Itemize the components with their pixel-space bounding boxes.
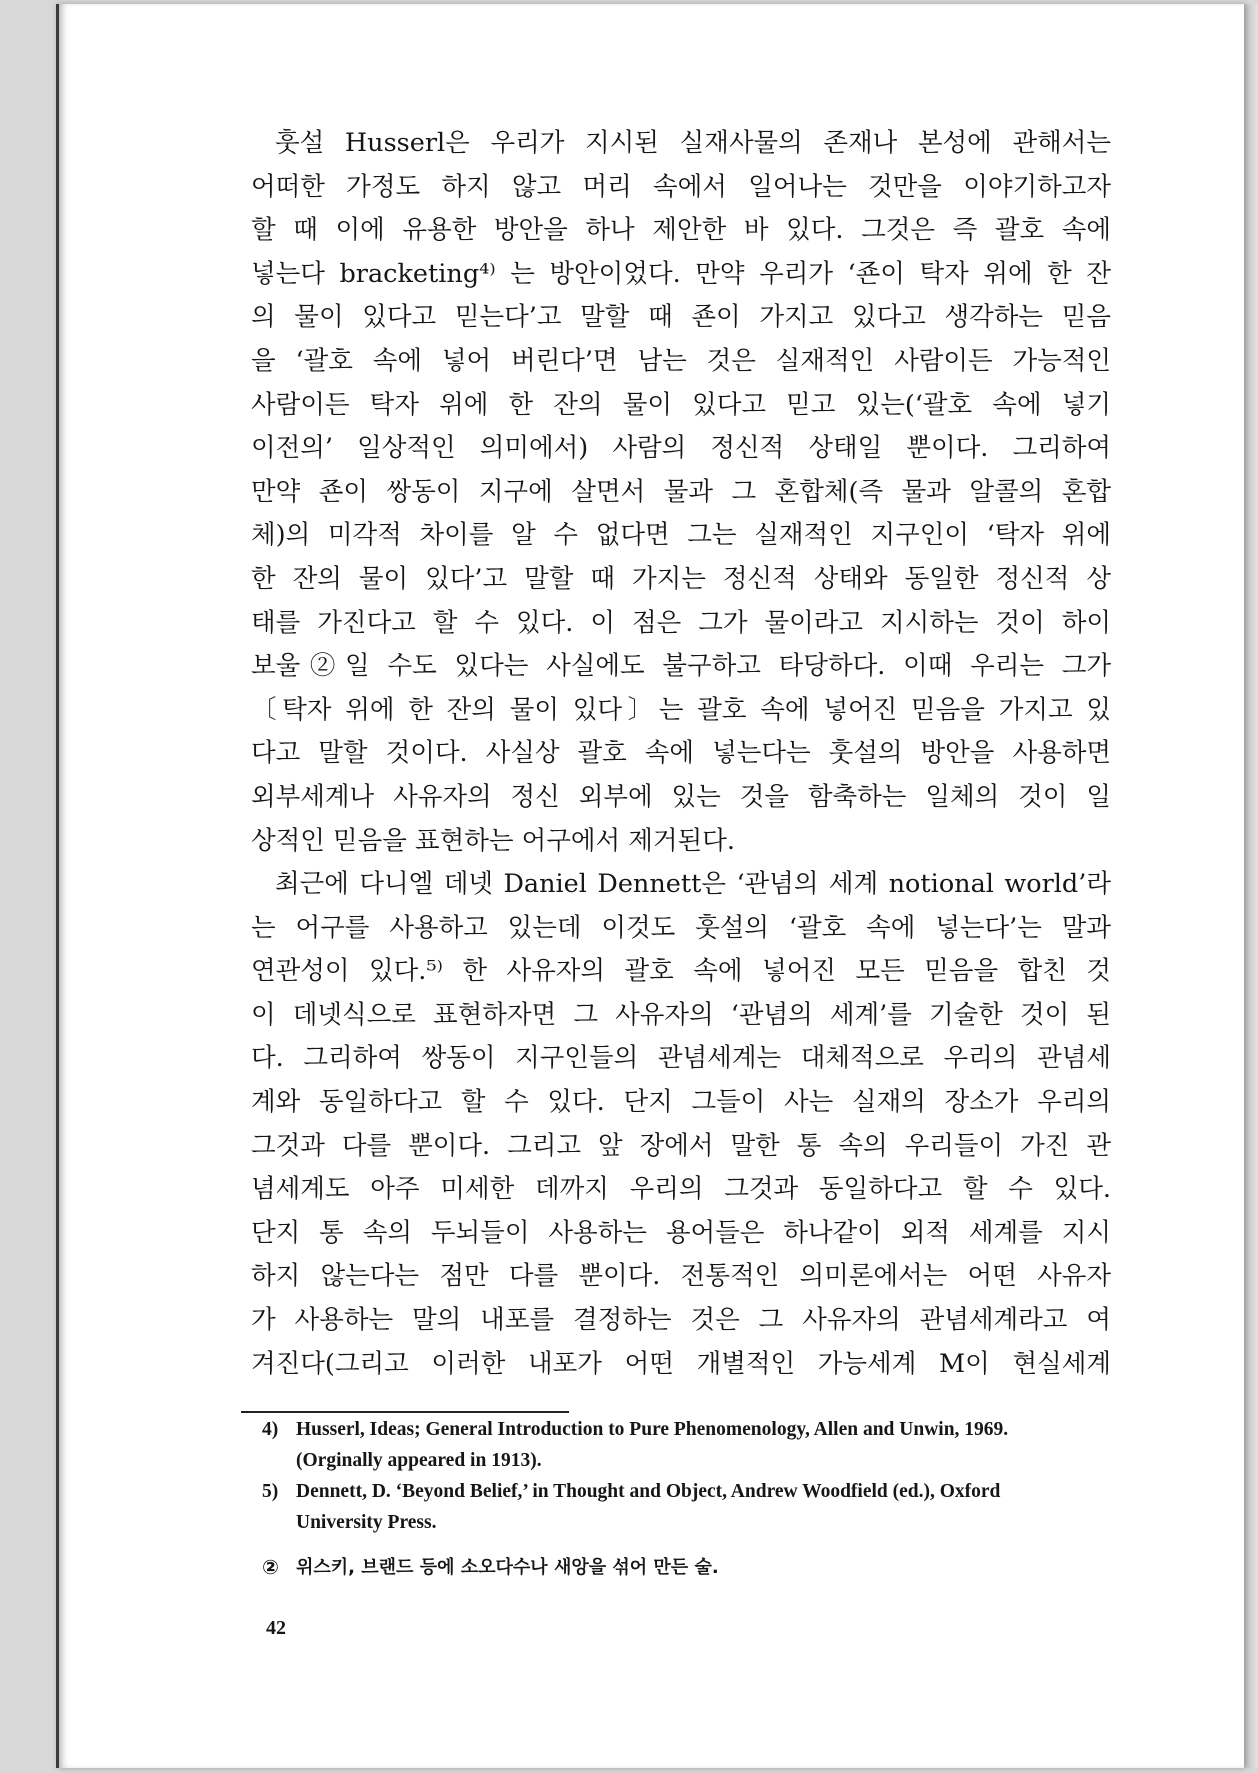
body-text	[251, 122, 1111, 1386]
body-line: 외부세계나 사유자의 정신 외부에 있는 것을 함축하는 일체의 것이 일	[251, 781, 1111, 812]
page-number: 42	[266, 1617, 286, 1639]
footnote-line: University Press.	[296, 1512, 437, 1533]
note-marker: ②	[262, 1555, 279, 1579]
body-line: 어떠한 가정도 하지 않고 머리 속에서 일어나는 것만을 이야기하고자	[251, 171, 1111, 202]
footnote-divider	[241, 1411, 569, 1413]
body-line: 가 사용하는 말의 내포를 결정하는 것은 그 사유자의 관념세계라고 여	[251, 1305, 1111, 1336]
body-line: 최근에 다니엘 데넷 Daniel Dennett은 ‘관념의 세계 notional world’라	[275, 869, 1111, 900]
body-line: 계와 동일하다고 할 수 있다. 단지 그들이 사는 실재의 장소가 우리의	[251, 1087, 1111, 1118]
body-line: 겨진다(그리고 이러한 내포가 어떤 개별적인 가능세계 M이 현실세계	[251, 1348, 1111, 1379]
footnote-text	[296, 1414, 1112, 1476]
body-line: 연관성이 있다.⁵⁾ 한 사유자의 괄호 속에 넣어진 모든 믿음을 합친 것	[251, 956, 1111, 987]
body-line: 는 어구를 사용하고 있는데 이것도 훗설의 ‘괄호 속에 넣는다’는 말과	[251, 912, 1111, 943]
body-line: 상적인 믿음을 표현하는 어구에서 제거된다.	[251, 825, 735, 856]
body-line: 이 데넷식으로 표현하자면 그 사유자의 ‘관념의 세계’를 기술한 것이 된	[251, 999, 1111, 1030]
body-line: 그것과 다를 뿐이다. 그리고 앞 장에서 말한 통 속의 우리들이 가진 관	[251, 1130, 1111, 1161]
body-line: 을 ‘괄호 속에 넣어 버린다’면 남는 것은 실재적인 사람이든 가능적인	[251, 345, 1111, 376]
body-line: 보울②일 수도 있다는 사실에도 불구하고 타당하다. 이때 우리는 그가	[251, 651, 1111, 682]
footnote-line: Husserl, Ideas; General Introduction to Pure Phenomenology, Allen and Unwin, 1969.	[296, 1419, 1009, 1440]
body-line: 념세계도 아주 미세한 데까지 우리의 그것과 동일하다고 할 수 있다.	[251, 1174, 1111, 1205]
body-line: 체)의 미각적 차이를 알 수 없다면 그는 실재적인 지구인이 ‘탁자 위에	[251, 520, 1111, 551]
footnote-5	[262, 1476, 1112, 1538]
translator-note-2	[262, 1552, 1112, 1583]
body-line: 훗설 Husserl은 우리가 지시된 실재사물의 존재나 본성에 관해서는	[275, 128, 1111, 158]
body-line: 만약 죤이 쌍동이 지구에 살면서 물과 그 혼합체(즉 물과 알콜의 혼합	[251, 476, 1111, 507]
footnote-line: (Orginally appeared in 1913).	[296, 1450, 542, 1471]
body-line: 다고 말할 것이다. 사실상 괄호 속에 넣는다는 훗설의 방안을 사용하면	[251, 738, 1111, 769]
footnote-number: 4)	[262, 1419, 279, 1440]
body-line: 할 때 이에 유용한 방안을 하나 제안한 바 있다. 그것은 즉 괄호 속에	[251, 215, 1111, 246]
body-line: 이전의’ 일상적인 의미에서) 사람의 정신적 상태일 뿐이다. 그리하여	[251, 433, 1111, 464]
note-text: 위스키, 브랜드 등에 소오다수나 새앙을 섞어 만든 술.	[296, 1557, 719, 1578]
footnote-line: Dennett, D. ‘Beyond Belief,’ in Thought and Object, Andrew Woodfield (ed.), Oxford	[296, 1481, 1001, 1502]
body-line: 넣는다 bracketing⁴⁾ 는 방안이었다. 만약 우리가 ‘죤이 탁자 위에 한 잔	[251, 258, 1111, 289]
body-line: 다. 그리하여 쌍동이 지구인들의 관념세계는 대체적으로 우리의 관념세	[251, 1043, 1111, 1074]
body-line: 한 잔의 물이 있다’고 말할 때 가지는 정신적 상태와 동일한 정신적 상	[251, 563, 1111, 594]
footnote-text	[296, 1476, 1112, 1538]
body-line: 사람이든 탁자 위에 한 잔의 물이 있다고 믿고 있는(‘괄호 속에 넣기	[251, 389, 1111, 420]
body-line: 하지 않는다는 점만 다를 뿐이다. 전통적인 의미론에서는 어떤 사유자	[251, 1261, 1111, 1292]
body-line: 단지 통 속의 두뇌들이 사용하는 용어들은 하나같이 외적 세계를 지시	[251, 1217, 1111, 1248]
footnotes	[262, 1414, 1112, 1583]
body-line: 〔탁자 위에 한 잔의 물이 있다〕는 괄호 속에 넣어진 믿음을 가지고 있	[251, 694, 1111, 725]
body-line: 태를 가진다고 할 수 있다. 이 점은 그가 물이라고 지시하는 것이 하이	[251, 607, 1111, 638]
footnote-4	[262, 1414, 1112, 1476]
body-line: 의 물이 있다고 믿는다’고 말할 때 죤이 가지고 있다고 생각하는 믿음	[251, 302, 1111, 333]
footnote-number: 5)	[262, 1481, 279, 1502]
